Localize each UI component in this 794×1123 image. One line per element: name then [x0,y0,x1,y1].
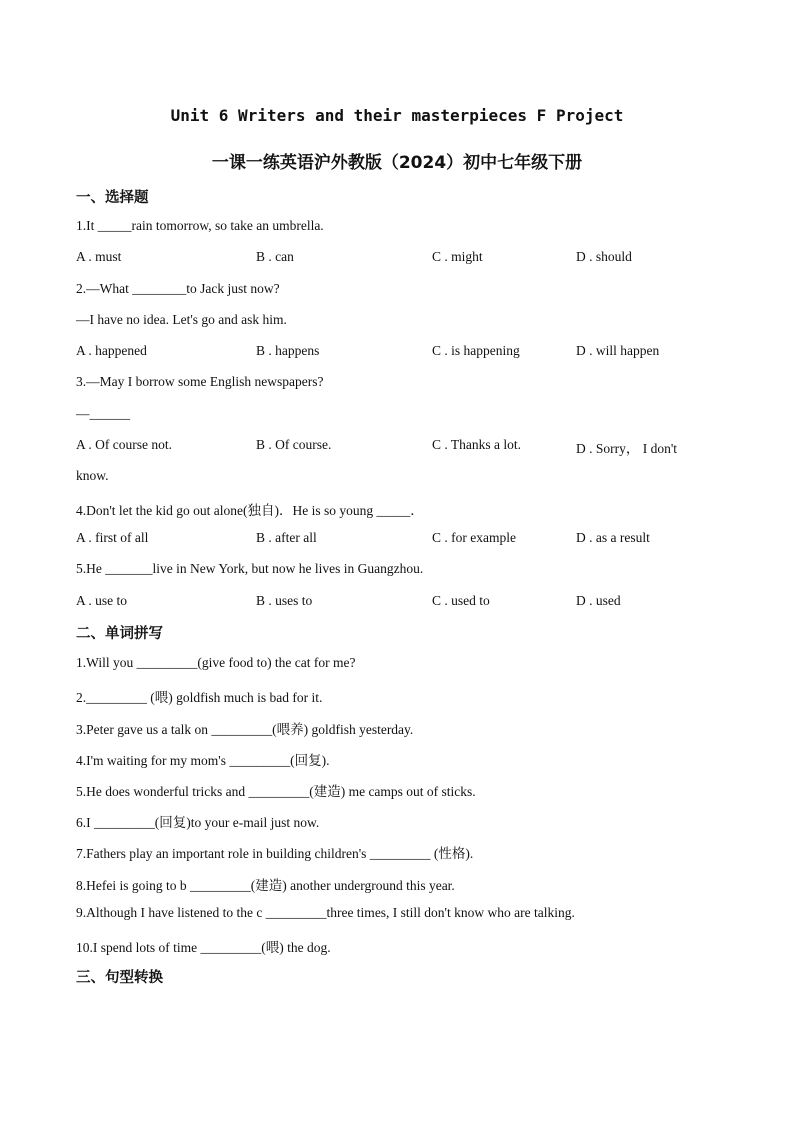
page-title-english: Unit 6 Writers and their masterpieces F Project [170,106,624,125]
question-4-stem: 4.Don't let the kid go out alone(独自)．He is so young _____． [76,503,424,518]
question-3-stem: 3.—May I borrow some English newspapers? [76,374,324,389]
spelling-item-2: 2._________ (喂) goldfish much is bad for it. [76,690,323,705]
section-heading-spelling: 二、单词拼写 [76,626,163,642]
question-3-option-d-wrap: know. [76,468,109,483]
spelling-item-4: 4.I'm waiting for my mom's _________(回复). [76,753,330,768]
question-4-option-a: A . first of all [76,530,149,545]
question-2-option-a: A . happened [76,343,147,358]
spelling-item-9: 9.Although I have listened to the c _________three times, I still don't know who are talking. [76,905,575,920]
question-1-option-d: D . should [576,249,632,264]
question-3-option-a: A . Of course not. [76,437,172,452]
question-1-stem: 1.It _____rain tomorrow, so take an umbrella. [76,218,324,233]
question-2-stem: 2.—What ________to Jack just now? [76,281,280,296]
question-5-option-d: D . used [576,593,621,608]
question-5-option-c: C . used to [432,593,490,608]
question-5-option-b: B . uses to [256,593,313,608]
spelling-item-7: 7.Fathers play an important role in building children's _________ (性格). [76,846,474,861]
question-2-option-b: B . happens [256,343,320,358]
question-3-option-c: C . Thanks a lot. [432,437,521,452]
question-5-stem: 5.He _______live in New York, but now he lives in Guangzhou. [76,561,424,576]
spelling-item-3: 3.Peter gave us a talk on _________(喂养) goldfish yesterday. [76,722,414,737]
question-1-option-b: B . can [256,249,294,264]
spelling-item-1: 1.Will you _________(give food to) the cat for me? [76,655,356,670]
question-3-stem-reply: —______ [76,406,130,421]
question-3-option-b: B . Of course. [256,437,332,452]
question-5-option-a: A . use to [76,593,128,608]
question-4-option-c: C . for example [432,530,516,545]
question-2-option-d: D . will happen [576,343,660,358]
question-2-option-c: C . is happening [432,343,520,358]
spelling-item-8: 8.Hefei is going to b _________(建造) another underground this year. [76,878,455,893]
spelling-item-10: 10.I spend lots of time _________(喂) the dog. [76,940,331,955]
question-4-option-b: B . after all [256,530,317,545]
section-heading-sentence-transformation: 三、句型转换 [76,970,163,986]
question-2-stem-reply: —I have no idea. Let's go and ask him. [76,312,287,327]
spelling-item-5: 5.He does wonderful tricks and _________(建造) me camps out of sticks. [76,784,476,799]
section-heading-multiple-choice: 一、选择题 [76,190,149,206]
question-3-option-d: D . Sorry， I don't [576,441,678,456]
page-title-chinese: 一课一练英语沪外教版（2024）初中七年级下册 [211,153,583,173]
question-4-option-d: D . as a result [576,530,650,545]
spelling-item-6: 6.I _________(回复)to your e-mail just now. [76,815,320,830]
question-1-option-c: C . might [432,249,483,264]
question-1-option-a: A . must [76,249,122,264]
